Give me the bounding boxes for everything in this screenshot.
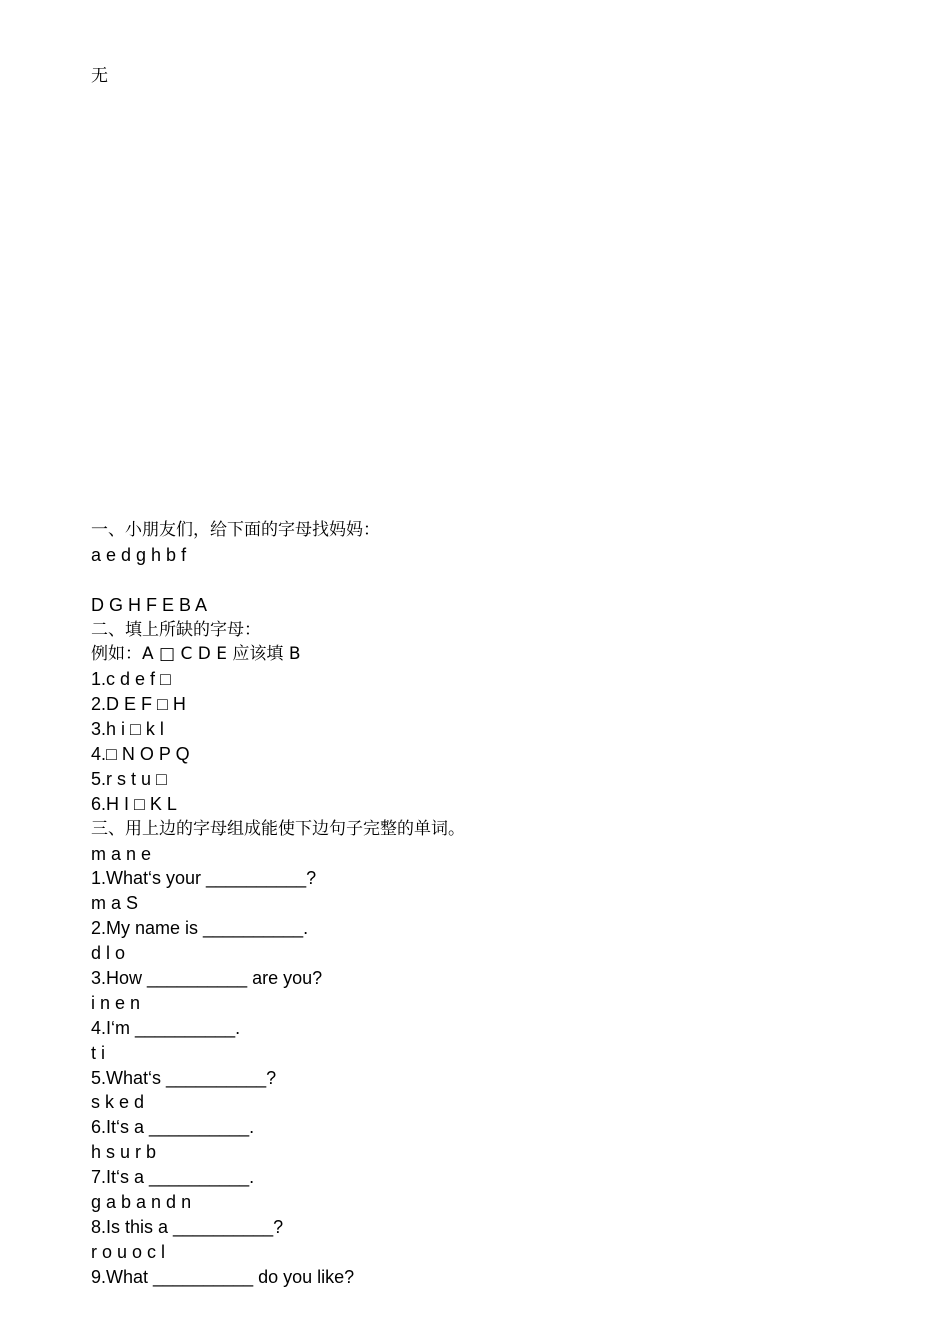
section3-heading: 三、用上边的字母组成能使下边句子完整的单词。 bbox=[91, 818, 465, 839]
scrambled-letters: m a n e bbox=[91, 843, 152, 864]
fill-in-sentence: 2.My name is __________. bbox=[91, 918, 309, 939]
section2-item: 1.c d e f □ bbox=[91, 669, 171, 690]
section2-item: 5.r s t u □ bbox=[91, 768, 167, 789]
section2-item: 4.□ N O P Q bbox=[91, 744, 190, 765]
fill-in-sentence: 8.Is this a __________? bbox=[91, 1216, 284, 1237]
spacer bbox=[91, 568, 891, 593]
scrambled-letters: m a S bbox=[91, 893, 139, 914]
section2-item: 6.H I □ K L bbox=[91, 793, 177, 814]
section1-uppercase-letters: D G H F E B A bbox=[91, 594, 208, 615]
section2-item: 2.D E F □ H bbox=[91, 694, 186, 715]
scrambled-letters: i n e n bbox=[91, 992, 141, 1013]
section2-example: 例如：A □ C D E 应该填 B bbox=[91, 644, 301, 665]
scrambled-letters: r o u o c l bbox=[91, 1241, 166, 1262]
fill-in-sentence: 5.What‘s __________? bbox=[91, 1067, 277, 1088]
scrambled-letters: h s u r b bbox=[91, 1142, 157, 1163]
fill-in-sentence: 9.What __________ do you like? bbox=[91, 1266, 355, 1287]
scrambled-letters: t i bbox=[91, 1042, 106, 1063]
fill-in-sentence: 3.How __________ are you? bbox=[91, 968, 323, 989]
section2-item: 3.h i □ k l bbox=[91, 719, 164, 740]
scrambled-letters: g a b a n d n bbox=[91, 1192, 192, 1213]
section1-heading: 一、小朋友们，给下面的字母找妈妈： bbox=[91, 520, 380, 540]
scrambled-letters: d l o bbox=[91, 943, 126, 964]
worksheet-content bbox=[91, 518, 891, 1290]
fill-in-sentence: 4.I‘m __________. bbox=[91, 1017, 241, 1038]
section1-lowercase-letters: a e d g h b f bbox=[91, 544, 187, 565]
fill-in-sentence: 1.What‘s your __________? bbox=[91, 868, 317, 889]
top-note: 无 bbox=[91, 66, 108, 86]
scrambled-letters: s k e d bbox=[91, 1092, 145, 1113]
section2-heading: 二、填上所缺的字母： bbox=[91, 619, 261, 640]
fill-in-sentence: 6.It‘s a __________. bbox=[91, 1117, 255, 1138]
fill-in-sentence: 7.It‘s a __________. bbox=[91, 1167, 255, 1188]
